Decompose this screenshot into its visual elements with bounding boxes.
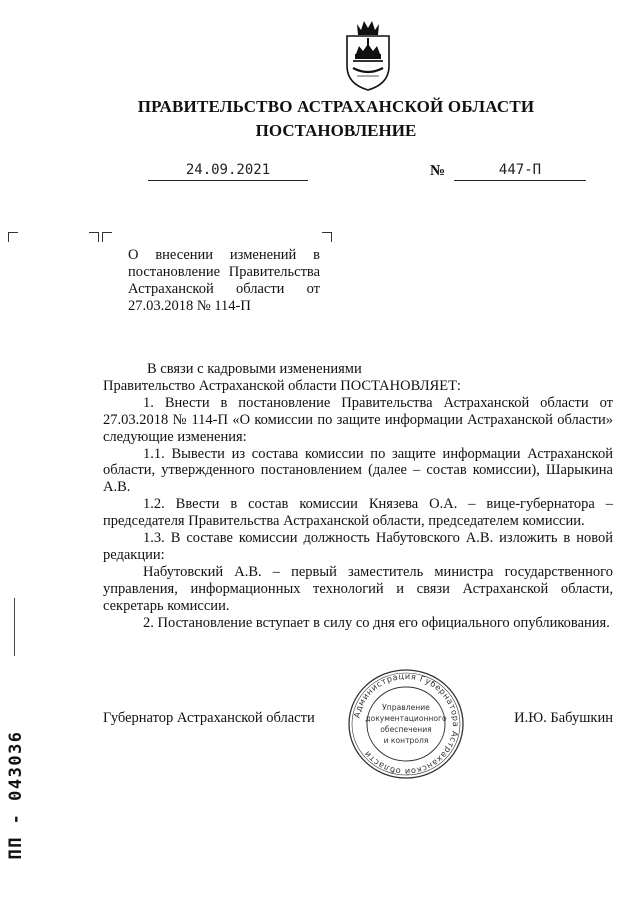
document-body [103,361,613,632]
document-type: ПОСТАНОВЛЕНИЕ [255,121,417,140]
stamp-line-3: обеспечения [380,725,432,734]
official-stamp-icon [346,668,466,780]
clause-1: 1. Внести в постановление Правительства Астраханской области от 27.03.2018 № 114-П «О комиссии по защите информации Астраханской области» следующие изменения: [103,394,613,445]
document-number: 447-П [454,160,586,181]
corner-mark [102,232,112,242]
corner-mark [89,232,99,242]
document-date: 24.09.2021 [148,160,308,181]
corner-mark [322,232,332,242]
government-title: ПРАВИТЕЛЬСТВО АСТРАХАНСКОЙ ОБЛАСТИ [137,97,535,116]
clause-1-2: 1.2. Ввести в состав комиссии Князева О.А. – вице-губернатора – председателя Правительства Астраханской области, председателем комиссии. [103,496,613,530]
clause-1-3: 1.3. В составе комиссии должность Набутовского А.В. изложить в новой редакции: [103,530,613,563]
corner-mark [8,232,18,242]
document-subject: О внесении изменений в постановление Правительства Астраханской области от 27.03.2018 № 114-П [128,247,320,314]
stamp-line-4: и контроля [383,736,429,745]
number-label: № [430,163,446,179]
clause-2: 2. Постановление вступает в силу со дня его официального опубликования. [143,614,610,631]
coat-of-arms-icon [343,16,393,92]
signatory-position: Губернатор Астраханской области [103,710,315,726]
resolution-preamble: Правительство Астраханской области ПОСТАНОВЛЯЕТ: [103,377,461,394]
form-serial-number [2,720,30,870]
stamp-ring-text: Администрация Губернатора Астраханской области [351,670,462,778]
clause-1-1: 1.1. Вывести из состава комиссии по защите информации Астраханской области, утвержденного постановлением (далее – состав комиссии), Шарыкина А.В. [103,445,613,496]
stamp-line-2: документационного [365,714,447,723]
signatory-name: И.Ю. Бабушкин [514,710,613,726]
intro-line: В связи с кадровыми изменениями [147,361,362,377]
margin-line [14,598,15,656]
clause-1-3-text: Набутовский А.В. – первый заместитель министра государственного управления, информационных технологий и связи Астраханской области, секретарь комиссии. [103,563,613,614]
serial-text: ПП - 043036 [6,730,26,860]
stamp-line-1: Управление [382,703,430,712]
